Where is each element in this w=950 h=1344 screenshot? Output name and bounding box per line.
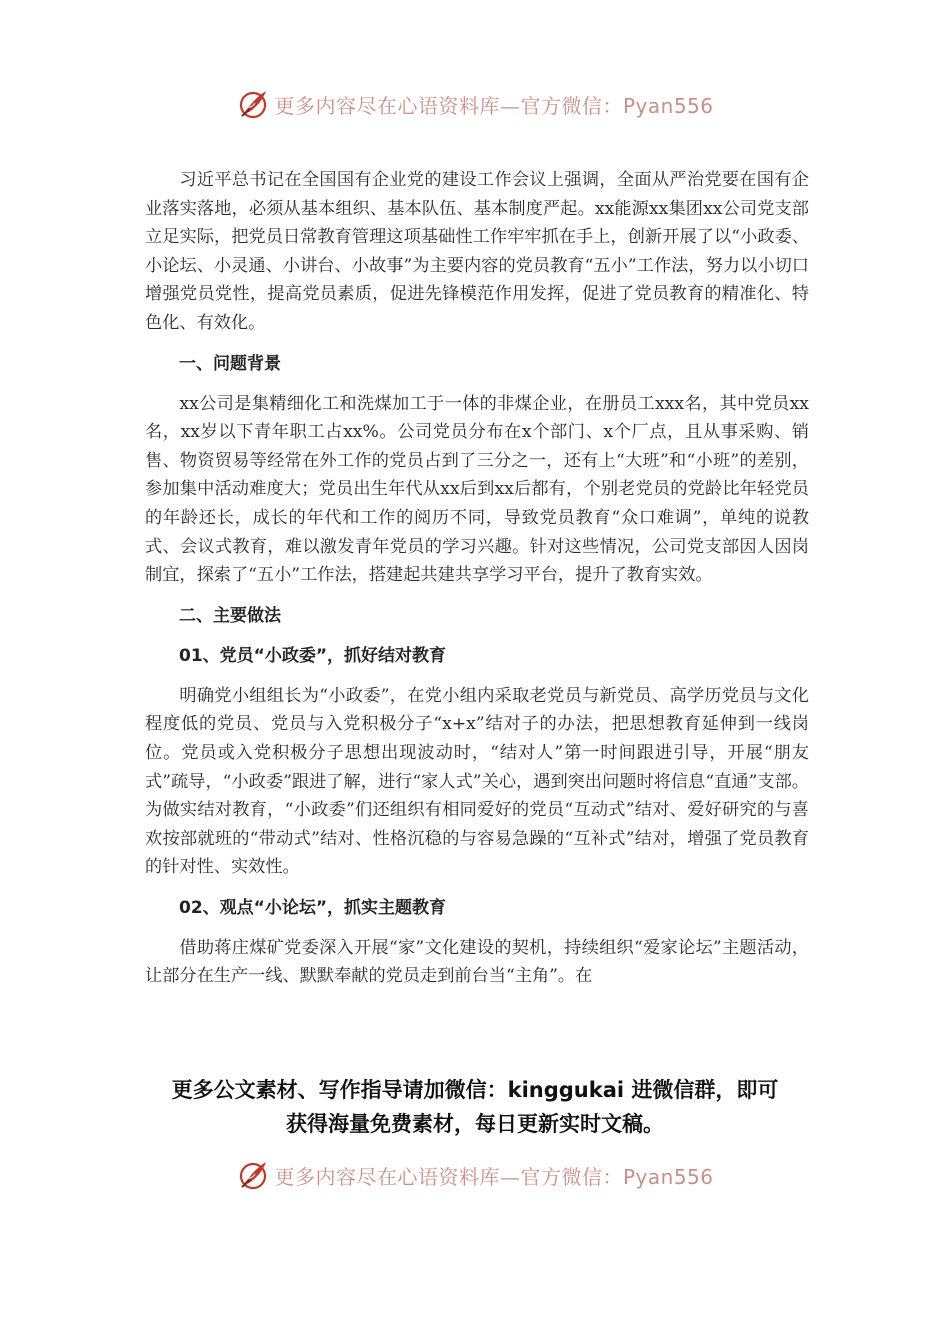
paragraph-02: 借助蒋庄煤矿党委深入开展“家”文化建设的契机，持续组织“爱家论坛”主题活动，让部分在生产一线、默默奉献的党员走到前台当“主角”。在 — [145, 937, 809, 987]
section-heading-methods: 二、主要做法 — [179, 605, 281, 626]
subheading-02: 02、观点“小论坛”，抓实主题教育 — [179, 897, 447, 918]
subheading-01: 01、党员“小政委”，抓好结对教育 — [179, 645, 447, 666]
promo-notice — [0, 1073, 950, 1141]
promo-line-2: 获得海量免费素材，每日更新实时文稿。 — [286, 1112, 664, 1136]
header-banner-text: 更多内容尽在心语资料库—官方微信：Pyan556 — [274, 93, 714, 118]
document-body — [145, 166, 809, 991]
paragraph-01: 明确党小组组长为“小政委”，在党小组内采取老党员与新党员、高学历党员与文化程度低的党员、党员与入党积极分子“x+x”结对子的办法，把思想教育延伸到一线岗位。党员或入党积极分子思想出现波动时，“结对人”第一时间跟进引导，开展“朋友式”疏导，“小政委”跟进了解，进行“家人式”关心，遇到突出问题时将信息“直通”支部。为做实结对教育，“小政委”们还组织有相同爱好的党员“互动式”结对、爱好研究的与喜欢按部就班的“带动式”结对、性格沉稳的与容易急躁的“互补式”结对，增强了党员教育的针对性、实效性。 — [145, 685, 809, 878]
footer-banner-text: 更多内容尽在心语资料库—官方微信：Pyan556 — [274, 1164, 714, 1189]
header-banner — [0, 82, 950, 126]
section-heading-background: 一、问题背景 — [179, 353, 281, 374]
footer-wechat-id: Pyan556 — [622, 1164, 714, 1189]
feather-pen-logo-icon — [236, 87, 270, 121]
intro-paragraph: 习近平总书记在全国国有企业党的建设工作会议上强调，全面从严治党要在国有企业落实落地，必须从基本组织、基本队伍、基本制度严起。xx能源xx集团xx公司党支部立足实际，把党员日常教育管理这项基础性工作牢牢抓在手上，创新开展了以“小政委、小论坛、小灵通、小讲台、小故事”为主要内容的党员教育“五小”工作法，努力以小切口增强党员党性，提高党员素质，促进先锋模范作用发挥，促进了党员教育的精准化、特色化、有效化。 — [145, 170, 809, 333]
feather-pen-logo-icon — [236, 1158, 270, 1192]
background-paragraph: xx公司是集精细化工和洗煤加工于一体的非煤企业，在册员工xxx名，其中党员xx名，xx岁以下青年职工占xx%。公司党员分布在x个部门、x个厂点，且从事采购、销售、物资贸易等经常在外工作的党员占到了三分之一，还有上“大班”和“小班”的差别，参加集中活动难度大；党员出生年代从xx后到xx后都有，个别老党员的党龄比年轻党员的年龄还长，成长的年代和工作的阅历不同，导致党员教育“众口难调”，单纯的说教式、会议式教育，难以激发青年党员的学习兴趣。针对这些情况，公司党支部因人因岗制宜，探索了“五小”工作法，搭建起共建共享学习平台，提升了教育实效。 — [145, 393, 809, 586]
promo-line-1: 更多公文素材、写作指导请加微信：kinggukai 进微信群，即可 — [171, 1078, 779, 1102]
header-wechat-id: Pyan556 — [622, 93, 714, 118]
footer-banner — [0, 1153, 950, 1197]
